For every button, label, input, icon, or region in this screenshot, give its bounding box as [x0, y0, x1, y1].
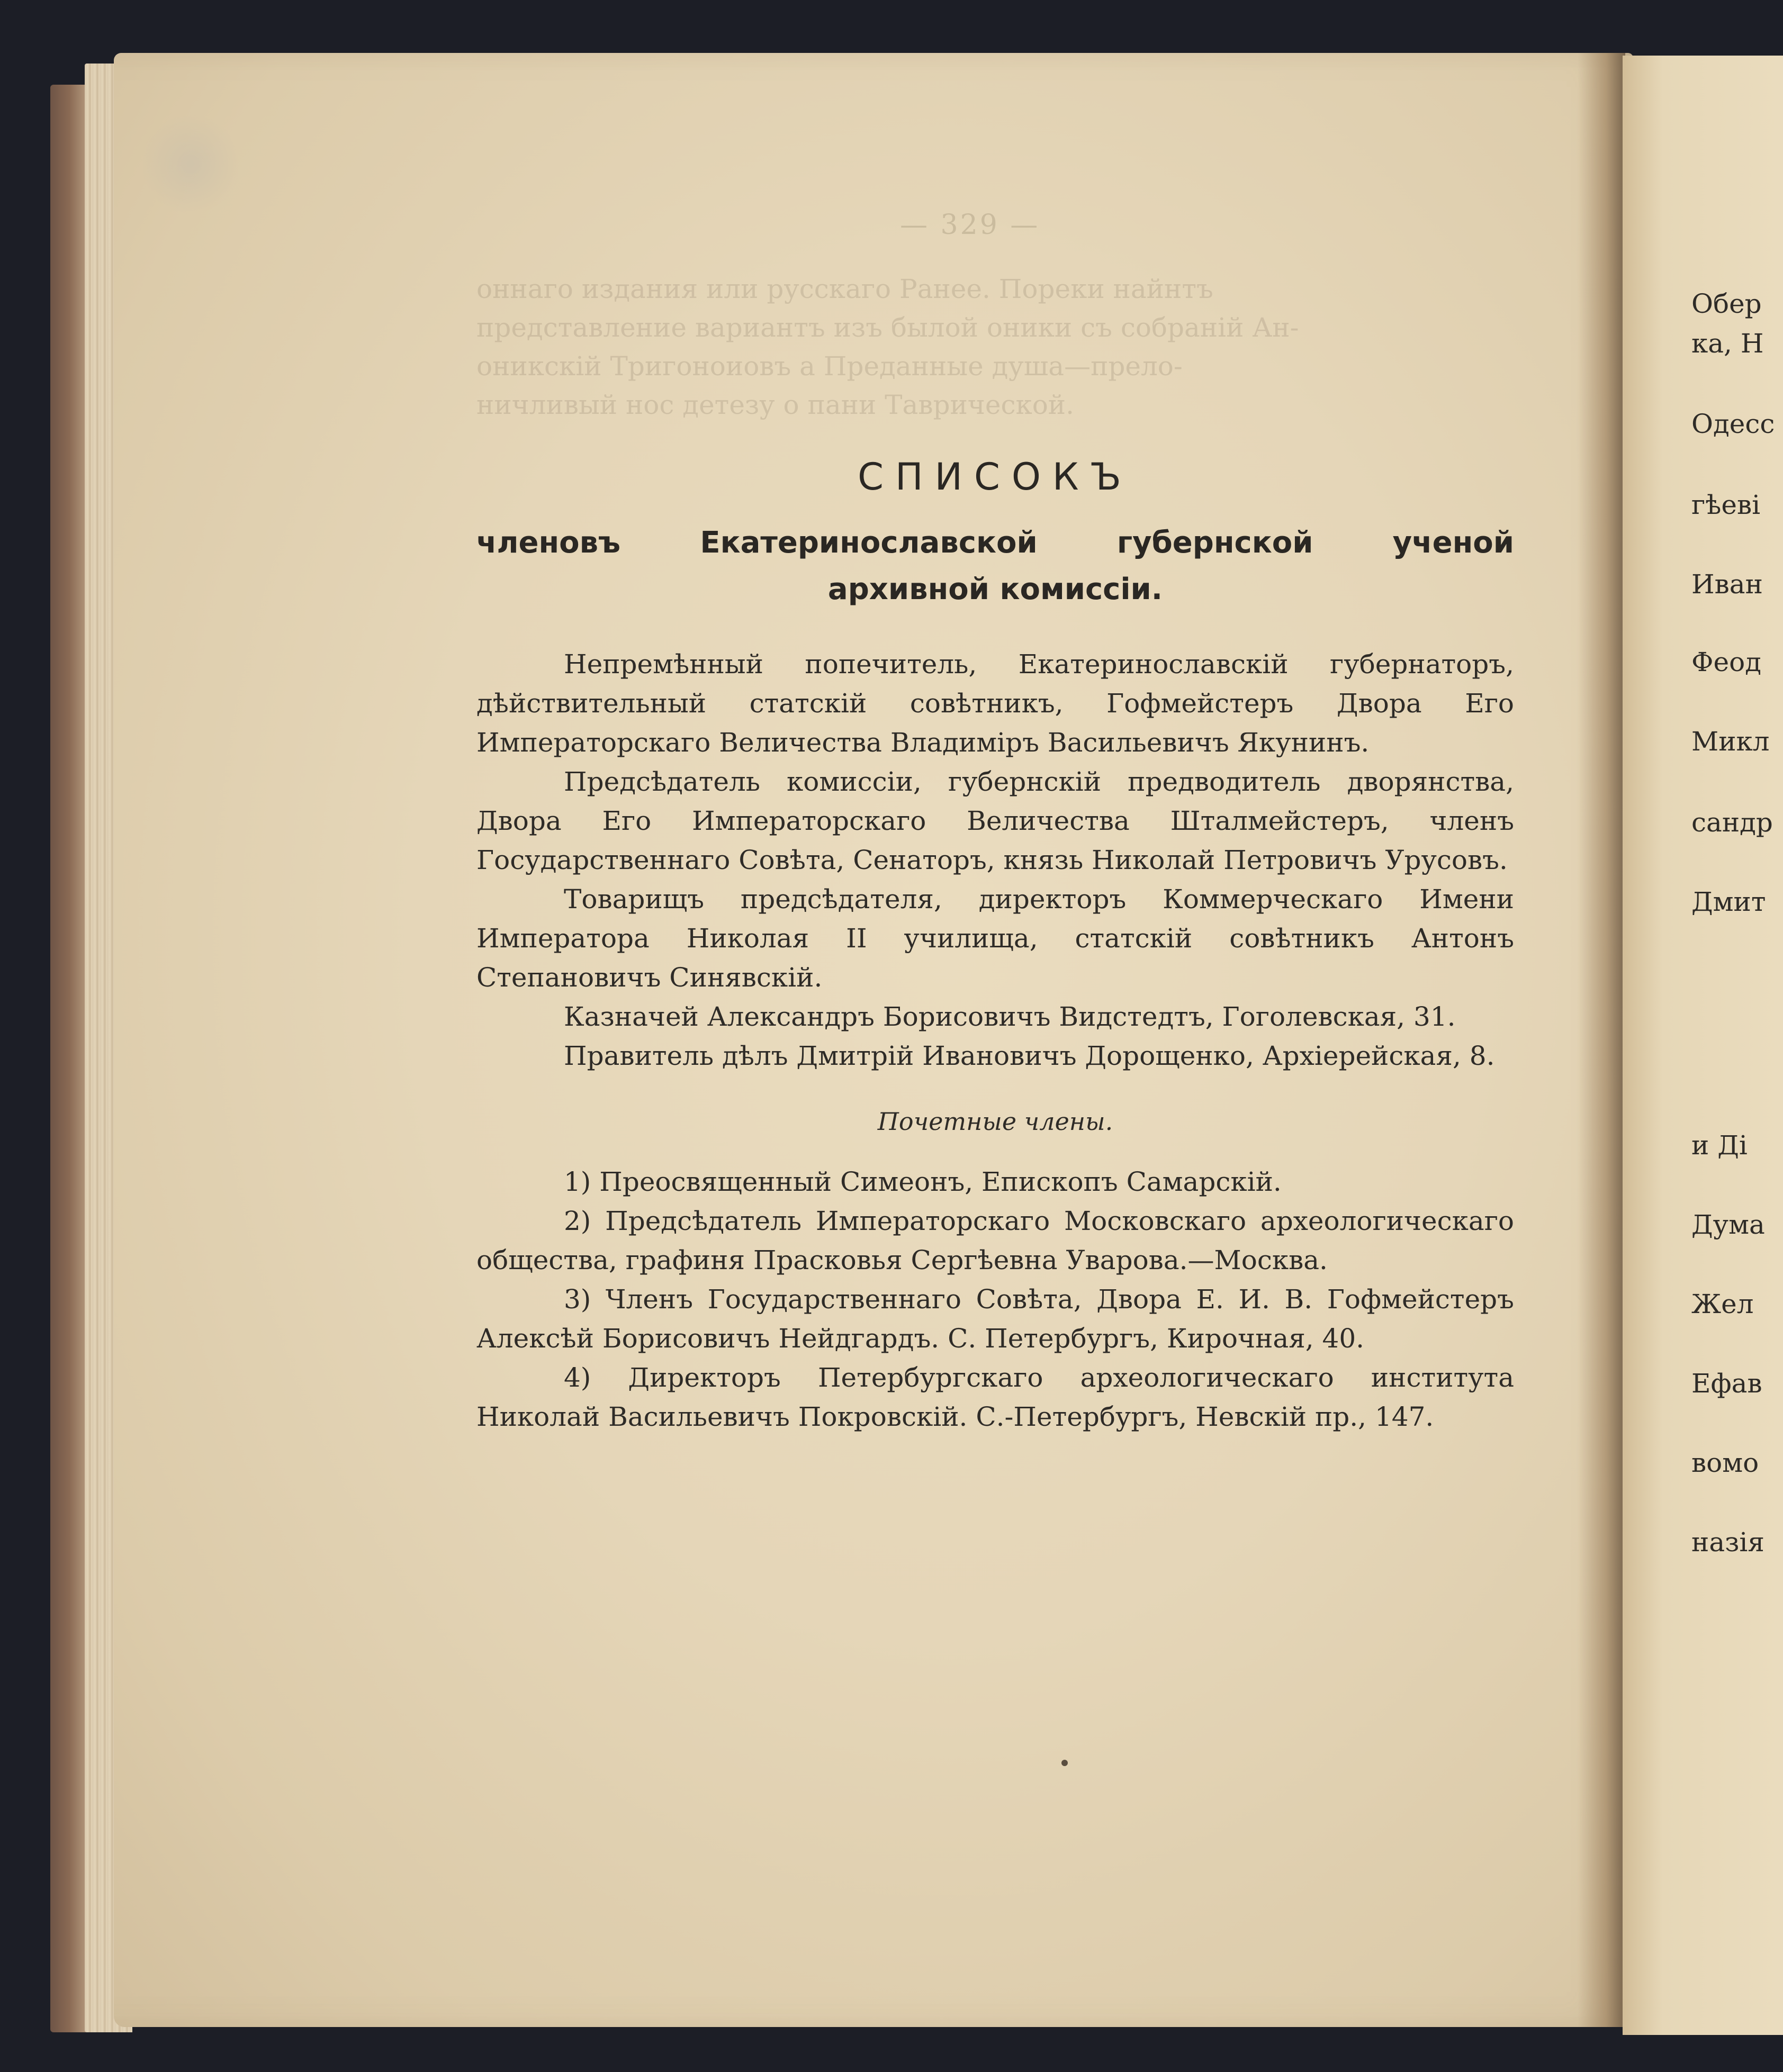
right-page-fragment: и Ді [1691, 1130, 1748, 1161]
document-subtitle [476, 520, 1514, 613]
honorary-member-item: 3) Членъ Государственнаго Совѣта, Двора Е. И. В. Гофмейстеръ Алексѣй Борисовичъ Нейдгардъ. С. Петербургъ, Кирочная, 40. [476, 1284, 1514, 1354]
honorary-members-heading: Почетные члены. [877, 1107, 1113, 1136]
right-page-fragment: Феод [1691, 647, 1761, 677]
honorary-member-item: 1) Преосвященный Симеонъ, Епископъ Самарскій. [564, 1166, 1282, 1197]
honorary-member-item: 2) Предсѣдатель Императорскаго Московскаго археологическаго общества, графиня Прасковья Сергѣевна Уварова.—Москва. [476, 1206, 1514, 1275]
member-paragraph: Казначей Александръ Борисовичъ Видстедтъ, Гоголевская, 31. [564, 1001, 1456, 1032]
bleed-through-text: ничливый нос детезу о пани Таврической. [476, 390, 1075, 420]
right-page-fragment: Микл [1691, 726, 1770, 757]
right-page-fragment: Дума [1691, 1209, 1765, 1240]
member-paragraph: Непремѣнный попечитель, Екатеринославскій губернаторъ, дѣйствительный статскій совѣтникъ, Гофмейстеръ Двора Его Императорскаго Величества Владиміръ Васильевичъ Якунинъ. [476, 649, 1514, 758]
right-page-fragment: Дмит [1691, 886, 1766, 917]
right-page-text-column [1691, 0, 1783, 2072]
honorary-member-item: 4) Директоръ Петербургскаго археологическаго института Николай Васильевичъ Покровскій. С.-Петербургъ, Невскій пр., 147. [476, 1362, 1514, 1432]
paper-stain [143, 111, 238, 217]
right-page-fragment: Обер [1691, 288, 1762, 319]
member-paragraph: Правитель дѣлъ Дмитрій Ивановичъ Дорощенко, Архіерейская, 8. [564, 1040, 1495, 1071]
right-page-fragment: Жел [1691, 1289, 1754, 1319]
right-page-fragment: назія [1691, 1527, 1764, 1558]
page-gutter-shadow [1578, 53, 1625, 2027]
member-paragraph: Товарищъ предсѣдателя, директоръ Коммерческаго Имени Императора Николая II училища, статскій совѣтникъ Антонъ Степановичъ Синявскій. [476, 884, 1514, 993]
bleed-through-text: представление вариантъ изъ былой оники съ собраній Ан- [476, 312, 1299, 343]
right-page-fragment: сандр [1691, 807, 1773, 838]
document-body [476, 455, 1514, 1436]
ink-dot [1061, 1760, 1068, 1766]
bleed-through-text: оннаго издания или русскаго Ранее. Пореки найнтъ [476, 274, 1213, 304]
right-page-fragment: Одесс [1691, 409, 1775, 439]
document-title: СПИСОКЪ [858, 455, 1133, 499]
member-paragraph: Предсѣдатель комиссіи, губернскій предводитель дворянства, Двора Его Императорскаго Величества Шталмейстеръ, членъ Государственнаго Совѣта, Сенаторъ, князь Николай Петровичъ Урусовъ. [476, 766, 1514, 875]
right-page-fragment: Иван [1691, 569, 1763, 600]
right-page-fragment: Ефав [1691, 1368, 1762, 1399]
right-page-fragment: ка, Н [1691, 328, 1764, 359]
subtitle-line: членовъ Екатеринославской губернской ученой [476, 526, 1514, 560]
bleed-through-text: оникскій Тригоноиовъ а Преданные душа—прело- [476, 351, 1183, 382]
right-page-fragment: гѣеві [1691, 490, 1761, 520]
right-page-fragment: вомо [1691, 1447, 1759, 1478]
bleed-through-page-number: — 329 — [900, 209, 1040, 241]
subtitle-line: архивной комиссіи. [827, 572, 1163, 607]
